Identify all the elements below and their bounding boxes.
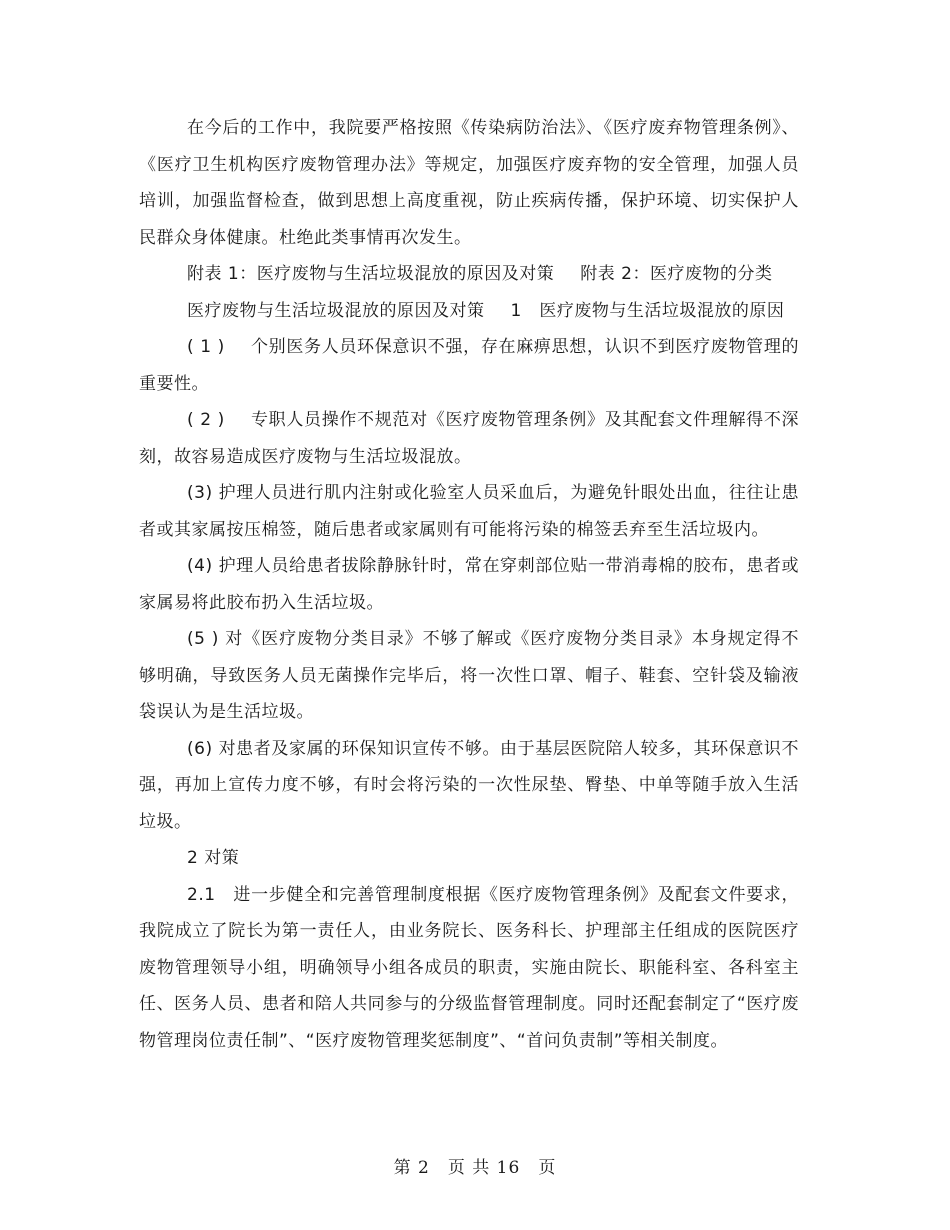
paragraph-item-2-1: 2.1 进一步健全和完善管理制度根据《医疗废物管理条例》及配套文件要求，我院成立了院长为第一责任人，由业务院长、医务科长、护理部主任组成的医院医疗废物管理领导小组，明确领导小组各成员的职责，实施由院长、职能科室、各科室主任、医务人员、患者和陪人共同参与的分级监督管理制度。同时还配套制定了“医疗废物管理岗位责任制”、“医疗废物管理奖惩制度”、“首问负责制”等相关制度。	[139, 884, 799, 1051]
paragraph-item-4: (4) 护理人员给患者拔除静脉针时，常在穿刺部位贴一带消毒棉的胶布，患者或家属易将此胶布扔入生活垃圾。	[139, 556, 799, 613]
item-2-text: 专职人员操作不规范对《医疗废物管理条例》及其配套文件理解得不深刻，故容易造成医疗废物与生活垃圾混放。	[139, 410, 800, 467]
paragraph-appendix-list	[139, 256, 799, 293]
paragraph-section-heading	[139, 293, 799, 330]
paragraph-item-2	[139, 402, 799, 475]
section-1-heading: 1 医疗废物与生活垃圾混放的原因	[510, 300, 785, 321]
page-number-footer: 第 2 页 共 16 页	[393, 1158, 557, 1178]
paragraph-section-2-heading: 2 对策	[187, 848, 240, 868]
item-1-number: ( 1 )	[187, 337, 225, 357]
paragraph-item-5: (5 ) 对《医疗废物分类目录》不够了解或《医疗废物分类目录》本身规定得不够明确，导致医务人员无菌操作完毕后，将一次性口罩、帽子、鞋套、空针袋及输液袋误认为是生活垃圾。	[139, 629, 799, 722]
main-heading: 医疗废物与生活垃圾混放的原因及对策	[187, 300, 485, 321]
item-2-number: ( 2 )	[187, 410, 225, 430]
item-1-text: 个别医务人员环保意识不强，存在麻痹思想，认识不到医疗废物管理的重要性。	[139, 337, 800, 394]
appendix-2-label: 附表 2：医疗废物的分类	[580, 264, 773, 284]
paragraph-item-3: (3) 护理人员进行肌内注射或化验室人员采血后，为避免针眼处出血，往往让患者或其家属按压棉签，随后患者或家属则有可能将污染的棉签丢弃至生活垃圾内。	[139, 483, 799, 540]
document-body	[139, 110, 799, 1059]
paragraph-conclusion: 在今后的工作中，我院要严格按照《传染病防治法》、《医疗废弃物管理条例》、《医疗卫生机构医疗废物管理办法》等规定，加强医疗废弃物的安全管理，加强人员培训，加强监督检查，做到思想上高度重视，防止疾病传播，保护环境、切实保护人民群众身体健康。杜绝此类事情再次发生。	[139, 118, 799, 248]
paragraph-item-6: (6) 对患者及家属的环保知识宣传不够。由于基层医院陪人较多，其环保意识不强，再加上宣传力度不够，有时会将污染的一次性尿垫、臀垫、中单等随手放入生活垃圾。	[139, 738, 799, 832]
paragraph-item-1	[139, 329, 799, 402]
appendix-1-label: 附表 1：医疗废物与生活垃圾混放的原因及对策	[187, 264, 555, 284]
